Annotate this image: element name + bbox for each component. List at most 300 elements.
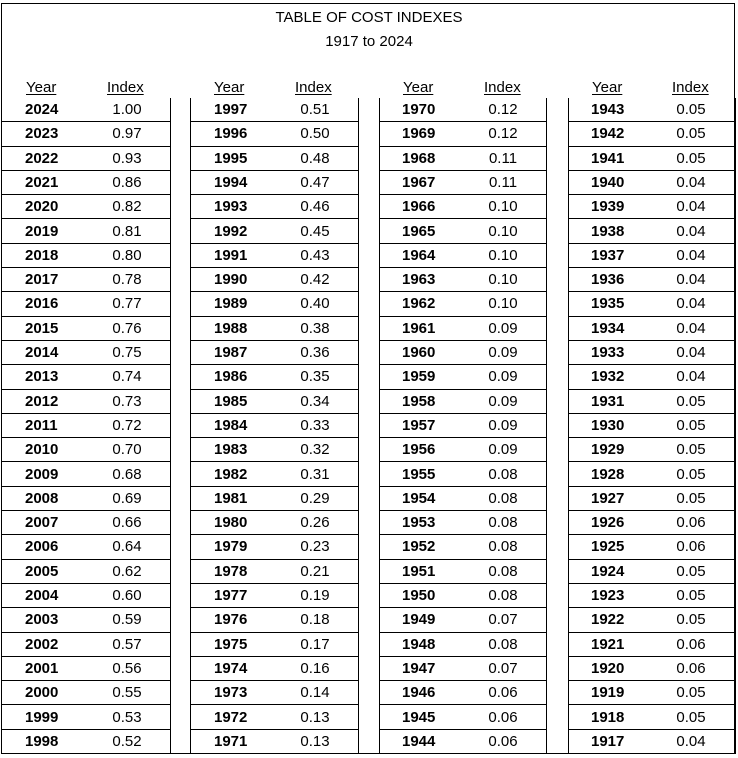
index-cell: 0.04	[676, 271, 706, 289]
index-cell: 0.12	[488, 101, 518, 118]
year-cell: 1978	[214, 562, 248, 580]
year-cell: 1956	[402, 441, 436, 459]
index-cell: 0.09	[488, 392, 518, 410]
table-row	[379, 98, 547, 122]
index-cell: 0.10	[488, 295, 518, 313]
column-header-year: Year	[403, 79, 434, 96]
year-cell: 1932	[591, 368, 625, 386]
year-cell: 1986	[214, 368, 248, 386]
index-cell: 0.05	[676, 125, 706, 143]
index-cell: 0.60	[112, 587, 142, 604]
year-cell: 1926	[591, 514, 625, 532]
table-row	[568, 657, 736, 681]
year-cell: 2012	[25, 392, 59, 410]
table-row	[568, 560, 736, 584]
index-cell: 0.05	[676, 149, 706, 167]
index-cell: 0.19	[300, 587, 330, 604]
index-cell: 0.50	[300, 125, 330, 143]
year-cell: 2003	[25, 611, 59, 629]
year-cell: 1999	[25, 708, 59, 726]
year-cell: 1981	[214, 489, 248, 507]
index-cell: 0.46	[300, 198, 330, 216]
index-cell: 0.05	[676, 587, 706, 604]
table-row	[379, 414, 547, 438]
index-cell: 0.80	[112, 246, 142, 264]
year-cell: 2018	[25, 246, 59, 264]
index-cell: 0.48	[300, 149, 330, 167]
table-row	[568, 341, 736, 365]
year-cell: 1960	[402, 344, 436, 361]
index-cell: 0.56	[112, 659, 142, 677]
index-cell: 0.09	[488, 416, 518, 434]
table-row	[379, 487, 547, 511]
index-cell: 0.04	[676, 732, 706, 750]
year-cell: 2017	[25, 271, 59, 289]
table-row	[190, 292, 359, 316]
table-row	[1, 706, 171, 730]
index-cell: 0.38	[300, 319, 330, 337]
index-cell: 0.05	[676, 684, 706, 702]
index-cell: 0.21	[300, 562, 330, 580]
index-cell: 0.52	[112, 732, 142, 750]
table-row	[568, 681, 736, 705]
index-cell: 0.14	[300, 684, 330, 702]
year-cell: 2015	[25, 319, 59, 337]
year-cell: 1918	[591, 708, 625, 726]
year-cell: 1961	[402, 319, 436, 337]
table-row	[379, 633, 547, 657]
year-cell: 2019	[25, 222, 59, 240]
table-row	[568, 268, 736, 292]
table-row	[190, 657, 359, 681]
index-cell: 0.10	[488, 271, 518, 289]
year-cell: 1925	[591, 538, 625, 556]
year-cell: 1920	[591, 659, 625, 677]
index-cell: 0.06	[488, 684, 518, 702]
table-row	[190, 730, 359, 754]
table-row	[190, 535, 359, 559]
table-row	[190, 365, 359, 389]
table-row	[568, 730, 736, 754]
index-cell: 0.29	[300, 489, 330, 507]
year-cell: 2005	[25, 562, 59, 580]
index-cell: 0.74	[112, 368, 142, 386]
index-cell: 0.78	[112, 271, 142, 289]
index-cell: 0.08	[488, 587, 518, 604]
column-header-index: Index	[672, 79, 709, 96]
table-row	[190, 438, 359, 462]
year-cell: 1966	[402, 198, 436, 216]
year-cell: 1943	[591, 101, 625, 118]
table-row	[379, 220, 547, 244]
year-cell: 1931	[591, 392, 625, 410]
table-block-2	[190, 98, 359, 754]
table-row	[379, 463, 547, 487]
index-cell: 0.97	[112, 125, 142, 143]
table-row	[1, 463, 171, 487]
year-cell: 1965	[402, 222, 436, 240]
table-row	[190, 633, 359, 657]
table-row	[190, 244, 359, 268]
table-row	[190, 147, 359, 171]
year-cell: 1947	[402, 659, 436, 677]
table-row	[379, 438, 547, 462]
index-cell: 0.86	[112, 173, 142, 191]
year-cell: 1949	[402, 611, 436, 629]
index-cell: 0.07	[488, 659, 518, 677]
index-cell: 0.05	[676, 392, 706, 410]
table-row	[190, 220, 359, 244]
year-cell: 1963	[402, 271, 436, 289]
index-cell: 0.23	[300, 538, 330, 556]
index-cell: 0.57	[112, 635, 142, 653]
year-cell: 2008	[25, 489, 59, 507]
year-cell: 1936	[591, 271, 625, 289]
year-cell: 1938	[591, 222, 625, 240]
year-cell: 1989	[214, 295, 248, 313]
table-row	[568, 365, 736, 389]
table-row	[190, 706, 359, 730]
index-cell: 0.82	[112, 198, 142, 216]
year-cell: 2016	[25, 295, 59, 313]
year-cell: 2021	[25, 173, 59, 191]
year-cell: 2000	[25, 684, 59, 702]
index-cell: 0.17	[300, 635, 330, 653]
year-cell: 2024	[25, 101, 59, 118]
column-header-index: Index	[295, 79, 332, 96]
year-cell: 2004	[25, 587, 59, 604]
index-cell: 0.05	[676, 611, 706, 629]
table-row	[1, 220, 171, 244]
table-row	[379, 195, 547, 219]
table-row	[1, 171, 171, 195]
table-row	[568, 122, 736, 146]
index-cell: 0.70	[112, 441, 142, 459]
table-row	[1, 147, 171, 171]
table-row	[379, 390, 547, 414]
table-row	[190, 268, 359, 292]
table-row	[190, 584, 359, 608]
year-cell: 1983	[214, 441, 248, 459]
table-row	[379, 365, 547, 389]
table-row	[568, 438, 736, 462]
year-cell: 1958	[402, 392, 436, 410]
index-cell: 0.93	[112, 149, 142, 167]
table-row	[190, 98, 359, 122]
year-cell: 2010	[25, 441, 59, 459]
year-cell: 1984	[214, 416, 248, 434]
table-row	[379, 341, 547, 365]
year-cell: 1934	[591, 319, 625, 337]
year-cell: 1924	[591, 562, 625, 580]
year-cell: 1930	[591, 416, 625, 434]
index-cell: 0.13	[300, 732, 330, 750]
table-row	[190, 122, 359, 146]
table-row	[1, 98, 171, 122]
year-cell: 2013	[25, 368, 59, 386]
index-cell: 0.04	[676, 246, 706, 264]
year-cell: 2009	[25, 465, 59, 483]
year-cell: 1942	[591, 125, 625, 143]
table-row	[379, 535, 547, 559]
table-row	[1, 244, 171, 268]
index-cell: 0.36	[300, 344, 330, 361]
table-row	[190, 560, 359, 584]
table-row	[1, 730, 171, 754]
table-row	[568, 463, 736, 487]
table-row	[568, 171, 736, 195]
index-cell: 0.47	[300, 173, 330, 191]
year-cell: 1919	[591, 684, 625, 702]
year-cell: 1974	[214, 659, 248, 677]
table-row	[379, 681, 547, 705]
year-cell: 1967	[402, 173, 436, 191]
index-cell: 0.09	[488, 368, 518, 386]
year-cell: 1954	[402, 489, 436, 507]
year-cell: 1993	[214, 198, 248, 216]
year-cell: 1996	[214, 125, 248, 143]
index-cell: 0.68	[112, 465, 142, 483]
year-cell: 1987	[214, 344, 248, 361]
index-cell: 0.35	[300, 368, 330, 386]
year-cell: 1973	[214, 684, 248, 702]
index-cell: 0.04	[676, 368, 706, 386]
table-row	[1, 511, 171, 535]
year-cell: 1962	[402, 295, 436, 313]
table-row	[568, 220, 736, 244]
year-cell: 2014	[25, 344, 59, 361]
year-cell: 1979	[214, 538, 248, 556]
index-cell: 1.00	[112, 101, 142, 118]
table-row	[1, 341, 171, 365]
column-header-index: Index	[484, 79, 521, 96]
index-cell: 0.40	[300, 295, 330, 313]
year-cell: 1988	[214, 319, 248, 337]
table-row	[1, 657, 171, 681]
year-cell: 1994	[214, 173, 248, 191]
table-row	[190, 608, 359, 632]
year-cell: 1952	[402, 538, 436, 556]
year-cell: 1950	[402, 587, 436, 604]
index-cell: 0.76	[112, 319, 142, 337]
year-cell: 1990	[214, 271, 248, 289]
index-cell: 0.09	[488, 319, 518, 337]
year-cell: 2022	[25, 149, 59, 167]
year-cell: 1935	[591, 295, 625, 313]
index-cell: 0.51	[300, 101, 330, 118]
year-cell: 1964	[402, 246, 436, 264]
index-cell: 0.72	[112, 416, 142, 434]
index-cell: 0.12	[488, 125, 518, 143]
table-row	[190, 341, 359, 365]
table-row	[379, 244, 547, 268]
column-header-year: Year	[592, 79, 623, 96]
index-cell: 0.08	[488, 514, 518, 532]
index-cell: 0.10	[488, 246, 518, 264]
table-row	[1, 390, 171, 414]
table-row	[568, 244, 736, 268]
year-cell: 2007	[25, 514, 59, 532]
year-cell: 1933	[591, 344, 625, 361]
table-row	[568, 487, 736, 511]
index-cell: 0.64	[112, 538, 142, 556]
table-row	[190, 317, 359, 341]
table-row	[190, 414, 359, 438]
index-cell: 0.06	[676, 659, 706, 677]
index-cell: 0.42	[300, 271, 330, 289]
year-cell: 1917	[591, 732, 625, 750]
table-row	[190, 681, 359, 705]
index-cell: 0.06	[488, 732, 518, 750]
year-cell: 1980	[214, 514, 248, 532]
year-cell: 1944	[402, 732, 436, 750]
table-block-3	[379, 98, 547, 754]
table-row	[190, 171, 359, 195]
table-row	[379, 608, 547, 632]
table-row	[568, 633, 736, 657]
year-cell: 2020	[25, 198, 59, 216]
table-row	[568, 584, 736, 608]
column-header-year: Year	[214, 79, 245, 96]
index-cell: 0.06	[676, 635, 706, 653]
table-row	[568, 511, 736, 535]
table-row	[568, 706, 736, 730]
year-cell: 1922	[591, 611, 625, 629]
index-cell: 0.08	[488, 538, 518, 556]
index-cell: 0.73	[112, 392, 142, 410]
index-cell: 0.26	[300, 514, 330, 532]
index-cell: 0.31	[300, 465, 330, 483]
table-row	[379, 292, 547, 316]
index-cell: 0.07	[488, 611, 518, 629]
year-cell: 1982	[214, 465, 248, 483]
table-row	[1, 317, 171, 341]
index-cell: 0.10	[488, 222, 518, 240]
table-row	[568, 535, 736, 559]
year-cell: 1970	[402, 101, 436, 118]
table-row	[1, 535, 171, 559]
index-cell: 0.66	[112, 514, 142, 532]
index-cell: 0.06	[676, 538, 706, 556]
index-cell: 0.62	[112, 562, 142, 580]
index-cell: 0.04	[676, 173, 706, 191]
year-cell: 1969	[402, 125, 436, 143]
year-cell: 2023	[25, 125, 59, 143]
index-cell: 0.05	[676, 708, 706, 726]
year-cell: 1948	[402, 635, 436, 653]
year-cell: 1976	[214, 611, 248, 629]
table-row	[379, 268, 547, 292]
table-row	[568, 292, 736, 316]
index-cell: 0.04	[676, 198, 706, 216]
table-row	[1, 268, 171, 292]
table-row	[1, 122, 171, 146]
index-cell: 0.18	[300, 611, 330, 629]
year-cell: 1995	[214, 149, 248, 167]
year-cell: 1953	[402, 514, 436, 532]
index-cell: 0.08	[488, 489, 518, 507]
table-row	[568, 195, 736, 219]
column-header-year: Year	[26, 79, 57, 96]
table-row	[190, 511, 359, 535]
table-row	[190, 463, 359, 487]
year-cell: 1927	[591, 489, 625, 507]
table-row	[379, 511, 547, 535]
year-cell: 2002	[25, 635, 59, 653]
index-cell: 0.75	[112, 344, 142, 361]
table-row	[1, 195, 171, 219]
index-cell: 0.33	[300, 416, 330, 434]
table-row	[379, 560, 547, 584]
table-row	[568, 98, 736, 122]
index-cell: 0.08	[488, 465, 518, 483]
year-cell: 1923	[591, 587, 625, 604]
table-row	[379, 171, 547, 195]
year-cell: 1985	[214, 392, 248, 410]
table-row	[1, 438, 171, 462]
table-block-4	[568, 98, 736, 754]
table-row	[379, 657, 547, 681]
index-cell: 0.05	[676, 465, 706, 483]
table-row	[1, 292, 171, 316]
table-row	[1, 560, 171, 584]
index-cell: 0.04	[676, 319, 706, 337]
year-cell: 1977	[214, 587, 248, 604]
index-cell: 0.32	[300, 441, 330, 459]
table-row	[379, 584, 547, 608]
table-row	[1, 608, 171, 632]
index-cell: 0.04	[676, 295, 706, 313]
index-cell: 0.11	[488, 173, 518, 191]
year-cell: 1998	[25, 732, 59, 750]
table-row	[190, 487, 359, 511]
year-cell: 1959	[402, 368, 436, 386]
index-cell: 0.05	[676, 101, 706, 118]
year-cell: 1946	[402, 684, 436, 702]
index-cell: 0.05	[676, 489, 706, 507]
table-row	[1, 365, 171, 389]
year-cell: 1929	[591, 441, 625, 459]
year-cell: 1940	[591, 173, 625, 191]
year-cell: 2001	[25, 659, 59, 677]
table-row	[379, 122, 547, 146]
table-subtitle: 1917 to 2024	[325, 33, 413, 50]
year-cell: 2006	[25, 538, 59, 556]
table-row	[379, 706, 547, 730]
table-row	[568, 414, 736, 438]
table-row	[190, 390, 359, 414]
table-row	[1, 681, 171, 705]
table-row	[1, 633, 171, 657]
index-cell: 0.43	[300, 246, 330, 264]
index-cell: 0.34	[300, 392, 330, 410]
year-cell: 1991	[214, 246, 248, 264]
index-cell: 0.06	[488, 708, 518, 726]
table-row	[568, 147, 736, 171]
year-cell: 1968	[402, 149, 436, 167]
index-cell: 0.59	[112, 611, 142, 629]
index-cell: 0.06	[676, 514, 706, 532]
year-cell: 1997	[214, 101, 248, 118]
year-cell: 1945	[402, 708, 436, 726]
index-cell: 0.09	[488, 441, 518, 459]
index-cell: 0.69	[112, 489, 142, 507]
index-cell: 0.10	[488, 198, 518, 216]
table-title: TABLE OF COST INDEXES	[275, 9, 463, 26]
year-cell: 1941	[591, 149, 625, 167]
index-cell: 0.16	[300, 659, 330, 677]
index-cell: 0.04	[676, 344, 706, 361]
